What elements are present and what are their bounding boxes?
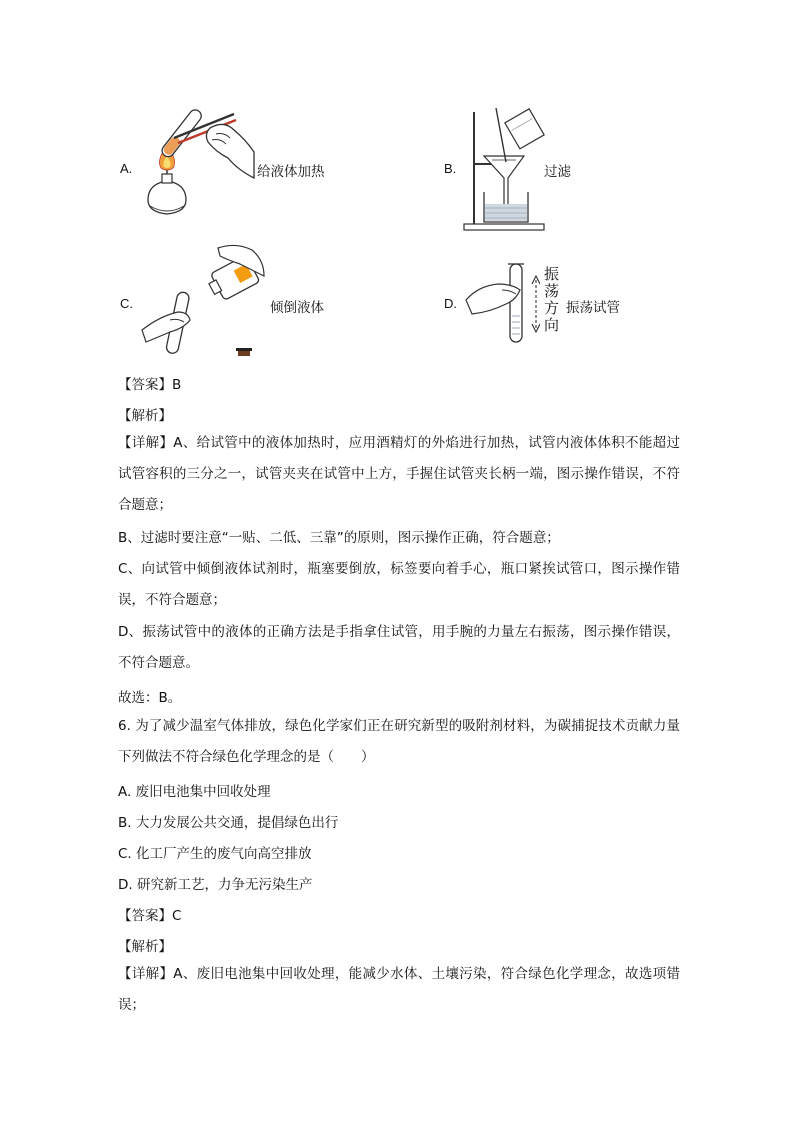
- q6-detail-a: 【详解】A、废旧电池集中回收处理，能减少水体、土壤污染，符合绿色化学理念，故选项错误；: [118, 966, 680, 1013]
- option-d-label: 振荡试管: [566, 300, 620, 316]
- shaking-tube-figure: [464, 262, 540, 346]
- q6-answer: 【答案】C: [118, 908, 182, 924]
- q6-option-c: C. 化工厂产生的废气向高空排放: [118, 846, 312, 862]
- option-b-label: 过滤: [544, 164, 571, 180]
- shaking-direction-label: [544, 266, 562, 334]
- q5-detail-c: C、向试管中倾倒液体试剂时，瓶塞要倒放，标签要向着手心，瓶口紧挨试管口，图示操作错误，不符合题意；: [118, 561, 680, 608]
- q6-option-d: D. 研究新工艺，力争无污染生产: [118, 877, 313, 893]
- q5-conclusion: 故选：B。: [118, 690, 182, 706]
- q5-analysis-heading: 【解析】: [118, 408, 172, 424]
- heating-liquid-figure: [138, 108, 256, 226]
- q5-detail-d: D、振荡试管中的液体的正确方法是手指拿住试管，用手腕的力量左右振荡，图示操作错误，不符合题意。: [118, 624, 680, 671]
- pouring-liquid-figure: [140, 242, 270, 362]
- option-b-letter: B.: [444, 161, 457, 176]
- shaking-direction-char: 向: [544, 316, 560, 334]
- filtration-figure: [462, 104, 546, 234]
- option-c-label: 倾倒液体: [270, 300, 324, 316]
- shaking-direction-char: 荡: [544, 282, 560, 300]
- q6-stem: 6. 为了减少温室气体排放，绿色化学家们正在研究新型的吸附剂材料，为碳捕捉技术贡献力量下列做法不符合绿色化学理念的是（ ）: [118, 718, 680, 765]
- shaking-direction-char: 振: [544, 265, 560, 283]
- q6-option-b: B. 大力发展公共交通，提倡绿色出行: [118, 815, 339, 831]
- q5-answer: 【答案】B: [118, 377, 182, 393]
- q5-detail-a: 【详解】A、给试管中的液体加热时，应用酒精灯的外焰进行加热，试管内液体体积不能超过试管容积的三分之一，试管夹夹在试管中上方，手握住试管夹长柄一端，图示操作错误，不符合题意；: [118, 435, 680, 513]
- q5-detail-b: B、过滤时要注意“一贴、二低、三靠”的原则，图示操作正确，符合题意；: [118, 530, 560, 546]
- option-c-letter: C.: [120, 296, 133, 311]
- shaking-direction-char: 方: [544, 299, 560, 317]
- option-a-label: 给液体加热: [257, 164, 325, 180]
- option-d-letter: D.: [444, 296, 457, 311]
- q6-option-a: A. 废旧电池集中回收处理: [118, 784, 271, 800]
- option-a-letter: A.: [120, 161, 133, 176]
- q6-analysis-heading: 【解析】: [118, 939, 172, 955]
